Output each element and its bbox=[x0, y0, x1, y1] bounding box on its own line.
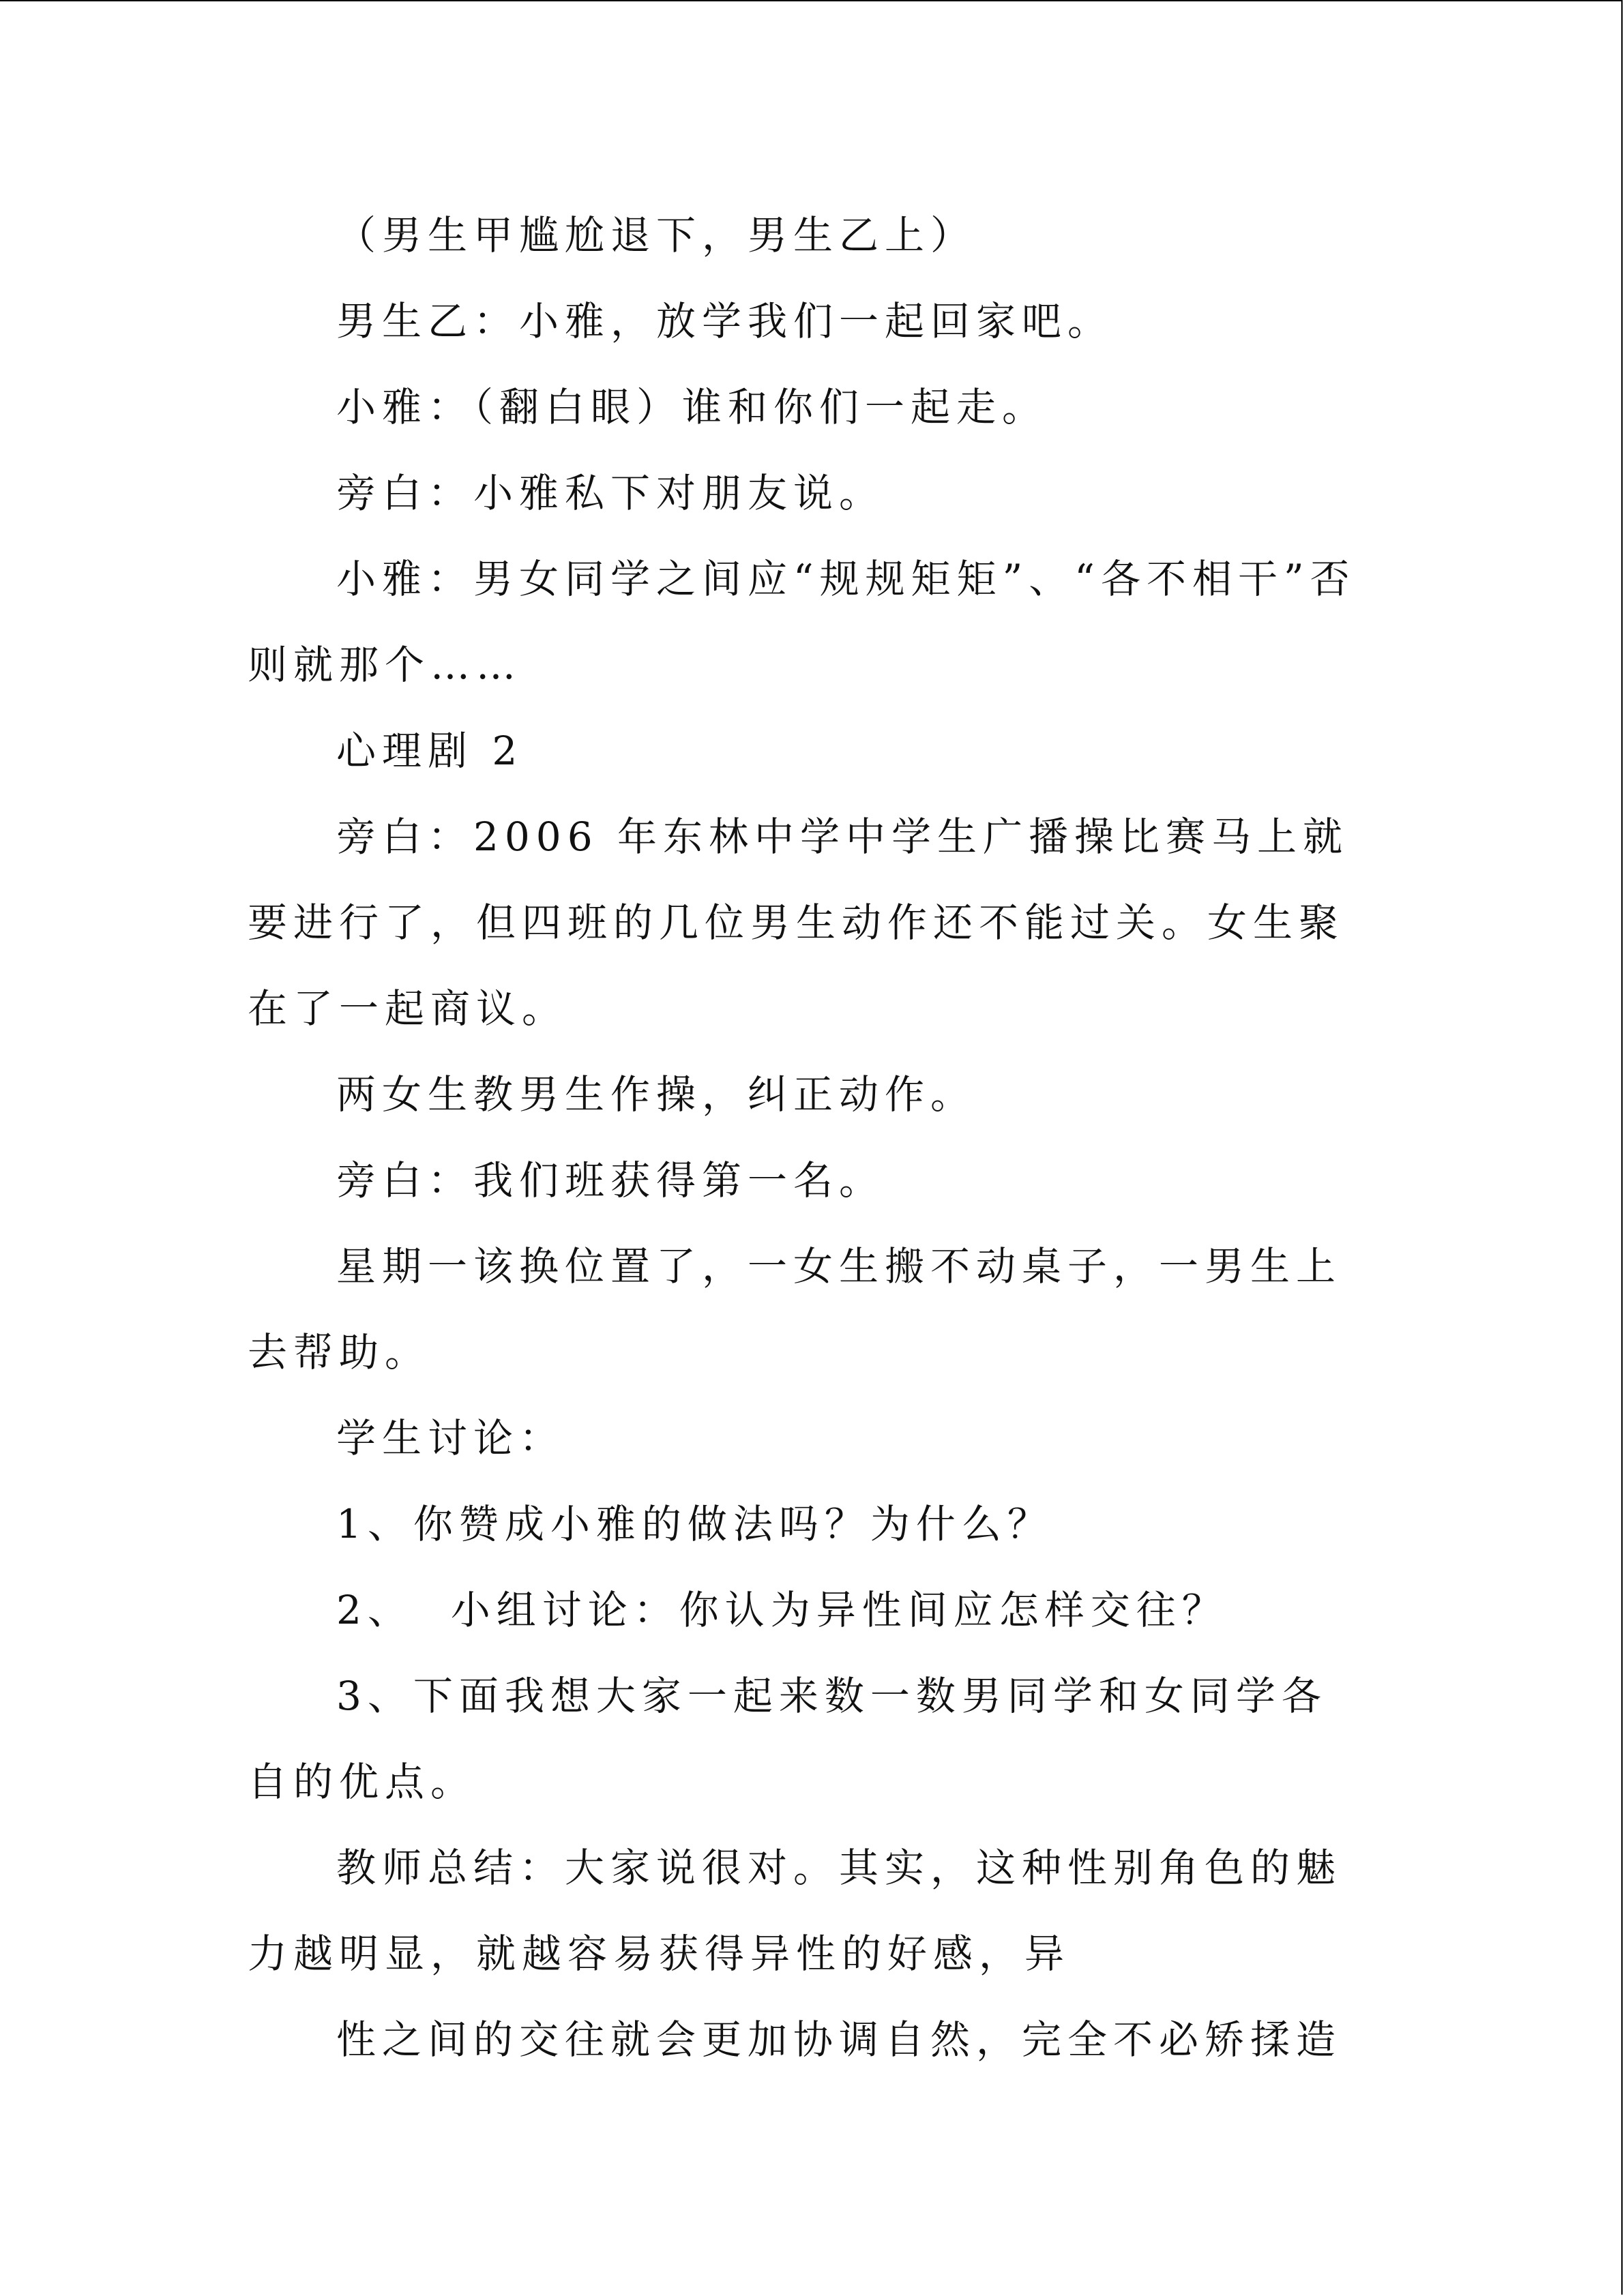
paragraph-xiaoya-rule: 小雅：男女同学之间应“规规矩矩”、“各不相干”否则就那个…… bbox=[248, 556, 1356, 688]
paragraph-teacher-summary: 教师总结：大家说很对。其实，这种性别角色的魅力越明显，就越容易获得异性的好感，异 bbox=[248, 1845, 1342, 1977]
paragraph-xiaoya-reply: 小雅：（翻白眼）谁和你们一起走。 bbox=[336, 384, 1048, 430]
paragraph-girls-teach: 两女生教男生作操，纠正动作。 bbox=[336, 1071, 977, 1118]
paragraph-narration-first-place: 旁白：我们班获得第一名。 bbox=[336, 1157, 885, 1204]
paragraph-discussion-heading: 学生讨论： bbox=[336, 1415, 565, 1461]
paragraph-summary-continued: 性之间的交往就会更加协调自然，完全不必矫揉造 bbox=[336, 2016, 1342, 2063]
paragraph-narration-contest: 旁白：2006 年东林中学中学生广播操比赛马上就要进行了，但四班的几位男生动作还不能过关。女生聚在了一起商议。 bbox=[248, 814, 1349, 1032]
paragraph-question-1: 1、你赞成小雅的做法吗？为什么？ bbox=[336, 1501, 1053, 1547]
paragraph-question-2: 2、 小组讨论：你认为异性间应怎样交往？ bbox=[336, 1587, 1228, 1633]
paragraph-question-3: 3、下面我想大家一起来数一数男同学和女同学各自的优点。 bbox=[248, 1673, 1327, 1805]
paragraph-desk-help: 星期一该换位置了，一女生搬不动桌子，一男生上去帮助。 bbox=[248, 1243, 1342, 1375]
paragraph-psychodrama-2-heading: 心理剧 2 bbox=[336, 728, 524, 774]
paragraph-stage-direction: （男生甲尴尬退下，男生乙上） bbox=[336, 212, 977, 258]
document-body bbox=[248, 192, 1366, 2083]
paragraph-boy-b-line: 男生乙：小雅，放学我们一起回家吧。 bbox=[336, 298, 1114, 344]
paragraph-narration-1: 旁白：小雅私下对朋友说。 bbox=[336, 470, 885, 516]
